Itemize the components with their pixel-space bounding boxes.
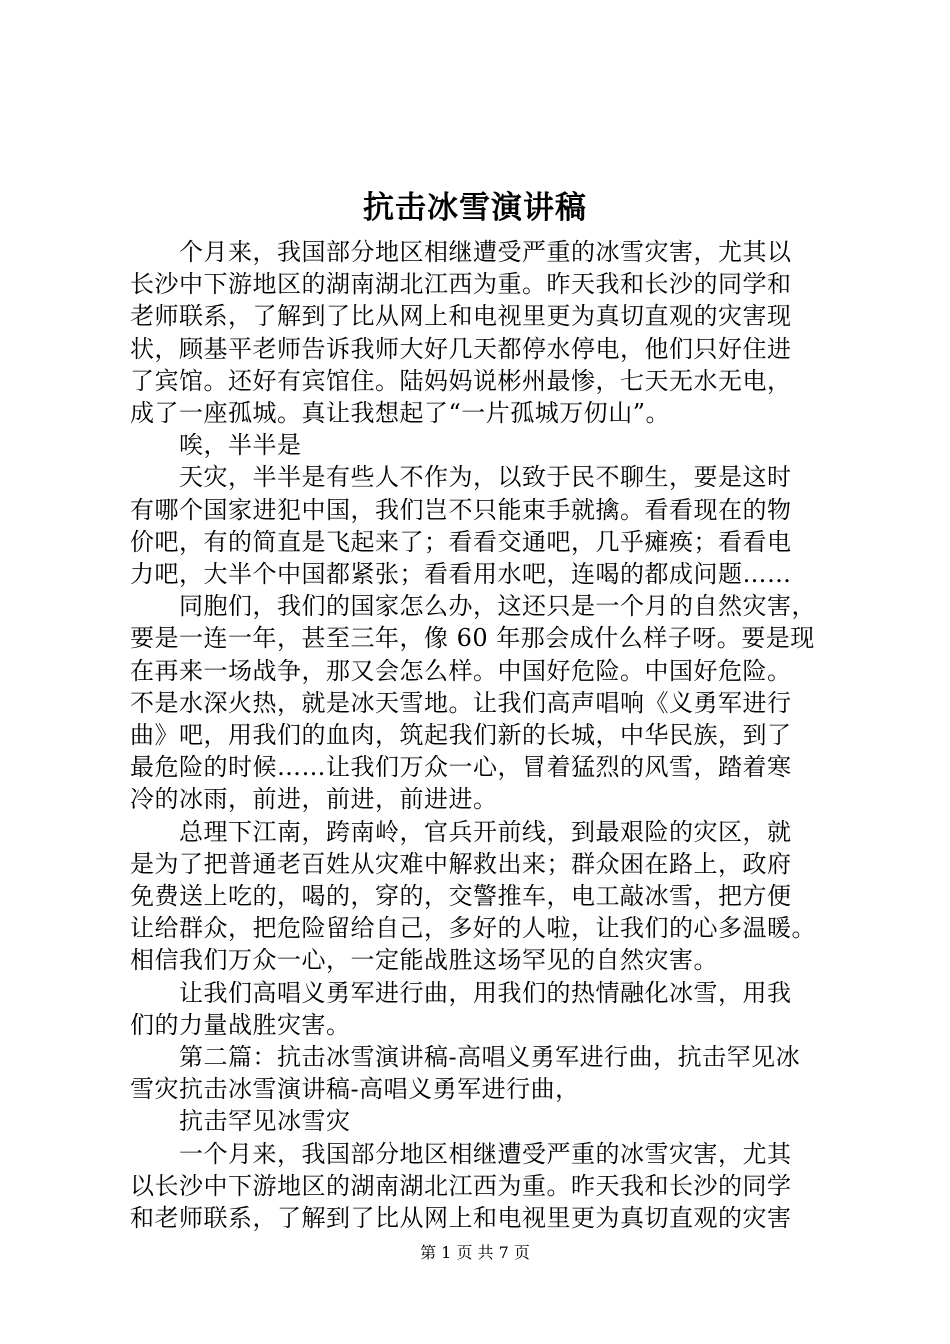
text-line: 天灾，半半是有些人不作为，以致于民不聊生，要是这时 [130,463,792,492]
document-title: 抗击冰雪演讲稿 [363,190,587,226]
text-line: 和老师联系，了解到了比从网上和电视里更为真切直观的灾害 [130,1204,792,1232]
text-line: 冷的冰雨，前进，前进，前进进。 [130,785,498,814]
text-line: 有哪个国家进犯中国，我们岂不只能束手就擒。看看现在的物 [130,495,792,524]
text-line: 要是一连一年，甚至三年，像 60 年那会成什么样子呀。要是现 [130,624,815,653]
text-line: 老师联系，了解到了比从网上和电视里更为真切直观的灾害现 [130,302,792,331]
text-line: 以长沙中下游地区的湖南湖北江西为重。昨天我和长沙的同学 [130,1171,792,1200]
text-line: 状，顾基平老师告诉我师大好几天都停水停电，他们只好住进 [130,334,792,363]
text-line: 同胞们，我们的国家怎么办，这还只是一个月的自然灾害， [130,592,816,621]
text-line: 长沙中下游地区的湖南湖北江西为重。昨天我和长沙的同学和 [130,270,792,299]
text-line: 最危险的时候……让我们万众一心，冒着猛烈的风雪，踏着寒 [130,753,792,782]
text-line: 是为了把普通老百姓从灾难中解救出来；群众困在路上，政府 [130,849,792,878]
text-line: 免费送上吃的，喝的，穿的，交警推车，电工敲冰雪，把方便 [130,882,792,910]
text-line: 了宾馆。还好有宾馆住。陆妈妈说彬州最惨，七天无水无电， [130,366,792,395]
text-line: 价吧，有的简直是飞起来了；看看交通吧，几乎瘫痪；看看电 [130,527,792,556]
text-line: 相信我们万众一心，一定能战胜这场罕见的自然灾害。 [130,946,718,975]
text-line: 唉，半半是 [130,431,302,460]
text-line: 第二篇：抗击冰雪演讲稿-高唱义勇军进行曲，抗击罕见冰 [130,1043,801,1071]
text-line: 个月来，我国部分地区相继遭受严重的冰雪灾害，尤其以 [130,238,792,266]
text-line: 们的力量战胜灾害。 [130,1010,351,1039]
text-line: 让给群众，把危险留给自己，多好的人啦，让我们的心多温暖。 [130,914,816,943]
text-line: 不是水深火热，就是冰天雪地。让我们高声唱响《义勇军进行 [130,688,792,717]
text-line: 一个月来，我国部分地区相继遭受严重的冰雪灾害，尤其 [130,1139,792,1168]
text-line: 力吧，大半个中国都紧张；看看用水吧，连喝的都成问题…… [130,560,792,588]
page-footer: 第 1 页 共 7 页 [420,1243,530,1262]
text-line: 让我们高唱义勇军进行曲，用我们的热情融化冰雪，用我 [130,978,792,1007]
text-line: 曲》吧，用我们的血肉，筑起我们新的长城，中华民族，到了 [130,721,792,749]
text-line: 抗击罕见冰雪灾 [130,1107,351,1136]
text-line: 雪灾抗击冰雪演讲稿-高唱义勇军进行曲， [130,1075,580,1104]
text-line: 总理下江南，跨南岭，官兵开前线，到最艰险的灾区，就 [130,817,792,846]
text-line: 在再来一场战争，那又会怎么样。中国好危险。中国好危险。 [130,656,792,685]
text-line: 成了一座孤城。真让我想起了“一片孤城万仞山”。 [130,399,671,427]
